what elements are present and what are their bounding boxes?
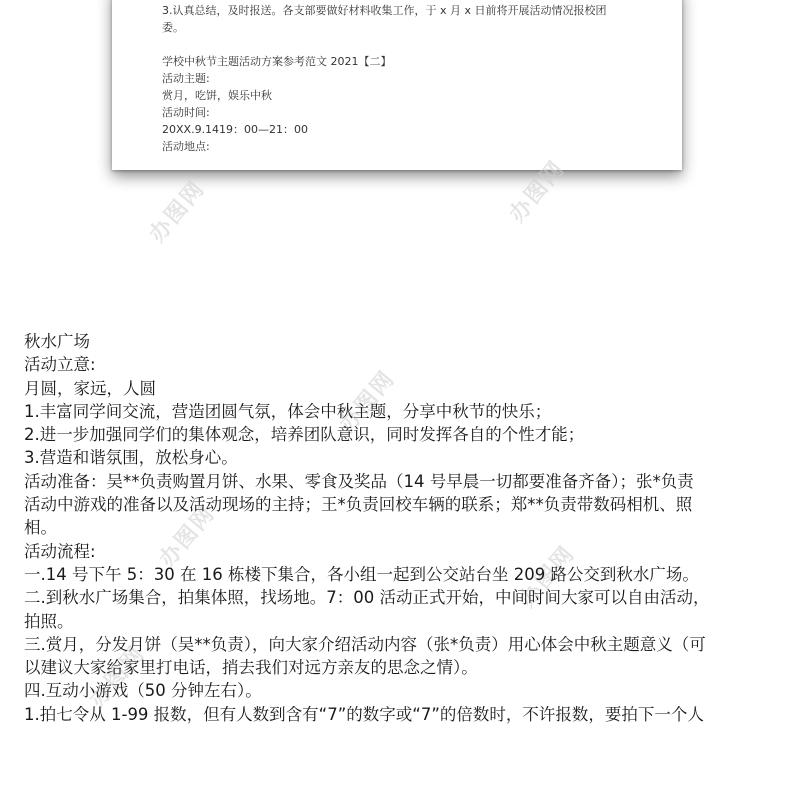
preview-line: 活动地点: <box>162 140 210 153</box>
body-line: 秋水广场 <box>24 332 90 351</box>
preview-line: 学校中秋节主题活动方案参考范文 2021【二】 <box>162 55 392 68</box>
preview-line: 20XX.9.1419：00—21：00 <box>162 123 309 136</box>
body-line: 活动流程: <box>24 541 96 561</box>
body-line: 拍照。 <box>24 611 74 631</box>
body-line: 活动立意: <box>24 355 96 375</box>
preview-line: 活动时间: <box>162 106 210 119</box>
watermark: 办图网 <box>144 176 211 248</box>
watermark: 办图网 <box>154 501 221 573</box>
body-line: 月圆，家远，人圆 <box>24 378 156 398</box>
body-line: 以建议大家给家里打电话，捎去我们对远方亲友的思念之情）。 <box>24 658 478 678</box>
body-line: 活动准备：吴**负责购置月饼、水果、零食及奖品（14 号早晨一切都要准备齐备）；张*负责 <box>24 471 694 491</box>
body-line: 2.进一步加强同学们的集体观念，培养团队意识，同时发挥各自的个性才能； <box>24 425 585 445</box>
body-line: 1.拍七令从 1-99 报数，但有人数到含有“7”的数字或“7”的倍数时，不许报数，要拍下一个人 <box>24 704 704 724</box>
watermark: 办图网 <box>334 366 401 438</box>
preview-line: 3.认真总结，及时报送。各支部要做好材料收集工作，于 x 月 x 日前将开展活动情况报校团 <box>162 4 607 17</box>
watermark: 办图网 <box>84 641 151 713</box>
body-line: 活动中游戏的准备以及活动现场的主持；王*负责回校车辆的联系；郑**负责带数码相机、照 <box>24 495 693 515</box>
body-line: 四.互动小游戏（50 分钟左右）。 <box>24 681 262 701</box>
watermark: 办图网 <box>514 541 581 613</box>
page-preview-text <box>162 0 672 155</box>
body-line: 一.14 号下午 5：30 在 16 栋楼下集合，各小组一起到公交站台坐 209 路公交到秋水广场。 <box>24 564 699 584</box>
document-page-preview <box>112 0 682 170</box>
body-line: 3.营造和谐氛围，放松身心。 <box>24 448 238 468</box>
body-line: 1.丰富同学间交流，营造团圆气氛，体会中秋主题，分享中秋节的快乐； <box>24 401 552 421</box>
watermark: 办图网 <box>504 156 571 228</box>
preview-line: 活动主题: <box>162 72 210 85</box>
body-line: 相。 <box>24 518 57 538</box>
preview-line: 赏月，吃饼，娱乐中秋 <box>162 89 272 102</box>
document-body <box>24 330 784 726</box>
preview-line: 委。 <box>162 21 184 34</box>
body-line: 二.到秋水广场集合，拍集体照，找场地。7：00 活动正式开始，中间时间大家可以自由活动， <box>24 588 710 608</box>
preview-blank-line <box>162 36 672 53</box>
body-line: 三.赏月，分发月饼（吴**负责），向大家介绍活动内容（张*负责）用心体会中秋主题意义（可 <box>24 634 706 654</box>
